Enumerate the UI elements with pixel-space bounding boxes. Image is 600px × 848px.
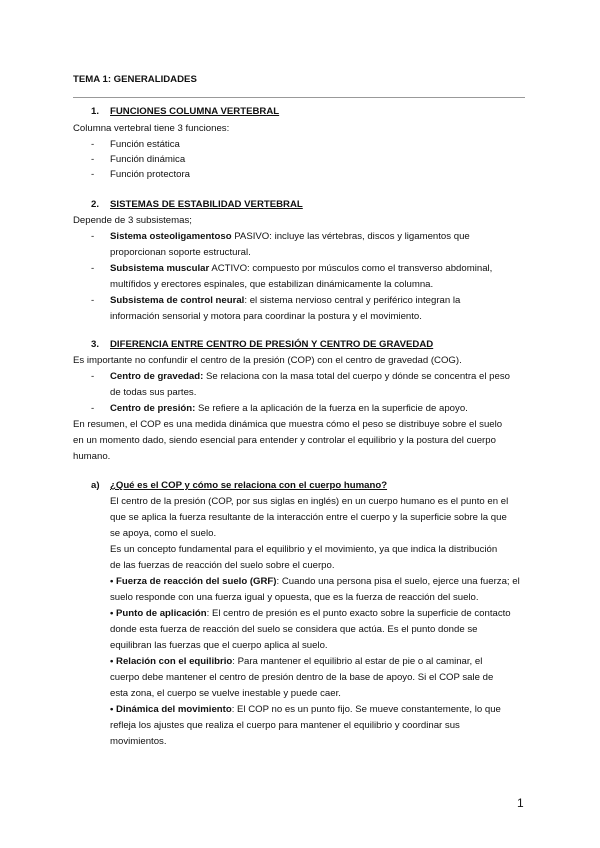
section-3-intro: Es importante no confundir el centro de la presión (COP) con el centro de gravedad (COG). (73, 355, 462, 366)
paragraph-line: El centro de la presión (COP, por sus siglas en inglés) en un cuerpo humano es el punto en el (110, 496, 509, 507)
text: : El COP no es un punto fijo. Se mueve constantemente, lo que (231, 704, 501, 715)
section-1-intro: Columna vertebral tiene 3 funciones: (73, 123, 230, 134)
bullet-punto-aplicacion (110, 607, 511, 620)
summary-line: humano. (73, 451, 111, 462)
list-item (110, 262, 492, 275)
bullet-dinamica-movimiento (110, 703, 501, 716)
list-item-continuation: información sensorial y motora para coordinar la postura y el movimiento. (110, 311, 422, 322)
paragraph-line: movimientos. (110, 736, 167, 747)
term: Sistema osteoligamentoso (110, 231, 232, 242)
list-item (110, 230, 470, 243)
text: Se refiere a la aplicación de la fuerza en la superficie de apoyo. (195, 403, 468, 414)
term: Subsistema muscular (110, 263, 210, 274)
bullet-dash: - (91, 169, 95, 180)
page-number: 1 (517, 796, 524, 810)
list-item-continuation: proporcionan soporte estructural. (110, 247, 251, 258)
term: Centro de gravedad: (110, 371, 204, 382)
bullet-dash: - (91, 295, 95, 306)
section-2-number: 2. (91, 199, 100, 210)
paragraph-line: cuerpo debe mantener el centro de presión dentro de la base de apoyo. Si el COP sale de (110, 672, 494, 683)
paragraph-line: suelo responde con una fuerza igual y opuesta, que es la fuerza de reacción del suelo. (110, 592, 479, 603)
term: Centro de presión: (110, 403, 196, 414)
text: : Para mantener el equilibrio al estar de pie o al caminar, el (232, 656, 483, 667)
bullet-dash: - (91, 263, 95, 274)
text: : El centro de presión es el punto exacto sobre la superficie de contacto (206, 608, 511, 619)
bullet-dash: - (91, 231, 95, 242)
list-item-continuation: de todas sus partes. (110, 387, 197, 398)
summary-line: en un momento dado, siendo esencial para entender y controlar el equilibrio y la postura del cuerpo (73, 435, 496, 446)
section-3-number: 3. (91, 339, 100, 350)
list-item (110, 370, 510, 383)
term: • Relación con el equilibrio (110, 656, 233, 667)
summary-line: En resumen, el COP es una medida dinámica que muestra cómo el peso se distribuye sobre el suelo (73, 419, 503, 430)
section-1-number: 1. (91, 106, 100, 117)
list-item: Función protectora (110, 169, 190, 180)
text: : Cuando una persona pisa el suelo, ejerce una fuerza; el (276, 576, 520, 587)
paragraph-line: Es un concepto fundamental para el equilibrio y el movimiento, ya que indica la distribución (110, 544, 498, 555)
term: • Fuerza de reacción del suelo (GRF) (110, 576, 277, 587)
bullet-dash: - (91, 154, 95, 165)
text: : el sistema nervioso central y periférico integran la (244, 295, 461, 306)
term: • Punto de aplicación (110, 608, 207, 619)
title-divider (73, 97, 525, 98)
list-item-continuation: multífidos y erectores espinales, que estabilizan dinámicamente la columna. (110, 279, 434, 290)
list-item (110, 294, 460, 307)
bullet-dash: - (91, 371, 95, 382)
paragraph-line: esta zona, el cuerpo se vuelve inestable y puede caer. (110, 688, 341, 699)
paragraph-line: equilibran las fuerzas que el cuerpo aplica al suelo. (110, 640, 328, 651)
section-2-heading: SISTEMAS DE ESTABILIDAD VERTEBRAL (110, 199, 303, 210)
section-2-intro: Depende de 3 subsistemas; (73, 215, 192, 226)
text: PASIVO: incluye las vértebras, discos y ligamentos que (231, 231, 470, 242)
document-title: TEMA 1: GENERALIDADES (73, 74, 197, 85)
bullet-dash: - (91, 139, 95, 150)
list-item: Función estática (110, 139, 180, 150)
subsection-a-label: a) (91, 480, 100, 491)
section-1-heading: FUNCIONES COLUMNA VERTEBRAL (110, 106, 280, 117)
paragraph-line: que se aplica la fuerza resultante de la interacción entre el cuerpo y la superficie sobre la que (110, 512, 507, 523)
term: Subsistema de control neural (110, 295, 245, 306)
bullet-dash: - (91, 403, 95, 414)
bullet-relacion-equilibrio (110, 655, 482, 668)
list-item: Función dinámica (110, 154, 186, 165)
section-3-heading: DIFERENCIA ENTRE CENTRO DE PRESIÓN Y CENTRO DE GRAVEDAD (110, 339, 434, 350)
paragraph-line: refleja los ajustes que realiza el cuerpo para mantener el equilibrio y coordinar sus (110, 720, 460, 731)
paragraph-line: se apoya, como el suelo. (110, 528, 217, 539)
bullet-grf (110, 575, 520, 588)
paragraph-line: donde esta fuerza de reacción del suelo se considera que actúa. Es el punto donde se (110, 624, 478, 635)
term: • Dinámica del movimiento (110, 704, 232, 715)
subsection-a-question: ¿Qué es el COP y cómo se relaciona con el cuerpo humano? (110, 480, 388, 491)
text: ACTIVO: compuesto por músculos como el transverso abdominal, (209, 263, 493, 274)
paragraph-line: de las fuerzas de reacción del suelo sobre el cuerpo. (110, 560, 335, 571)
text: Se relaciona con la masa total del cuerpo y dónde se concentra el peso (203, 371, 510, 382)
list-item (110, 402, 468, 415)
